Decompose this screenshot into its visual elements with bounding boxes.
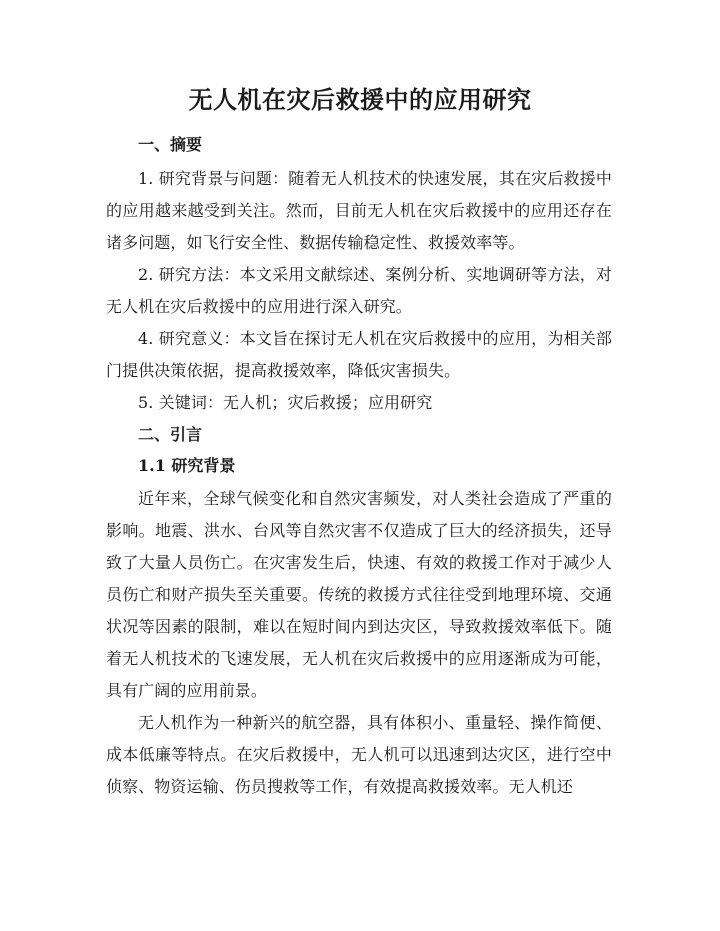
abstract-item-keywords: 5. 关键词：无人机；灾后救援；应用研究: [138, 393, 433, 412]
document-title: 无人机在灾后救援中的应用研究: [188, 85, 532, 114]
background-subheading: 1.1 研究背景: [138, 456, 236, 475]
abstract-item-significance: 4. 研究意义：本文旨在探讨无人机在灾后救援中的应用，为相关部门提供决策依据，提高救援效率，降低灾害损失。: [106, 329, 612, 380]
background-paragraph-2: 无人机作为一种新兴的航空器，具有体积小、重量轻、操作简便、成本低廉等特点。在灾后救援中，无人机可以迅速到达灾区，进行空中侦察、物资运输、伤员搜救等工作，有效提高救援效率。无人机还: [106, 713, 612, 796]
abstract-heading: 一、摘要: [138, 135, 203, 154]
introduction-heading: 二、引言: [138, 425, 203, 444]
background-paragraph-1: 近年来，全球气候变化和自然灾害频发，对人类社会造成了严重的影响。地震、洪水、台风等自然灾害不仅造成了巨大的经济损失，还导致了大量人员伤亡。在灾害发生后，快速、有效的救援工作对于减少人员伤亡和财产损失至关重要。传统的救援方式往往受到地理环境、交通状况等因素的限制，难以在短时间内到达灾区，导致救援效率低下。随着无人机技术的飞速发展，无人机在灾后救援中的应用逐渐成为可能，具有广阔的应用前景。: [106, 489, 612, 700]
abstract-item-background: 1. 研究背景与问题：随着无人机技术的快速发展，其在灾后救援中的应用越来越受到关注。然而，目前无人机在灾后救援中的应用还存在诸多问题，如飞行安全性、数据传输稳定性、救援效率等。: [106, 169, 612, 252]
abstract-item-method: 2. 研究方法：本文采用文献综述、案例分析、实地调研等方法，对无人机在灾后救援中的应用进行深入研究。: [106, 265, 612, 316]
